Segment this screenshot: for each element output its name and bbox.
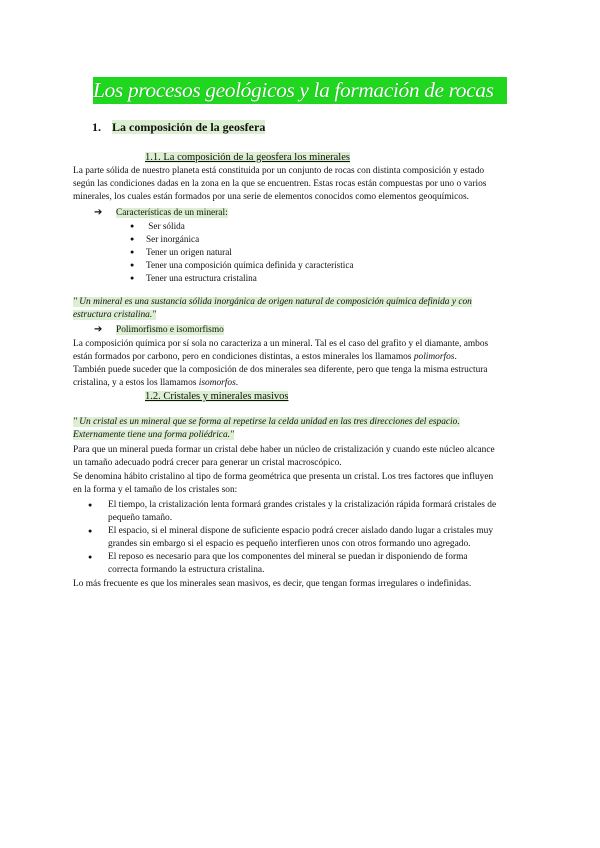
document-title: Los procesos geológicos y la formación de rocas (93, 77, 507, 104)
list-item: ● Ser sólida (130, 221, 185, 231)
bullet-icon: ● (88, 553, 93, 561)
bullet-icon: ● (130, 222, 135, 230)
section-number: 1. (92, 120, 101, 134)
list-item: ● Ser inorgánica (130, 234, 200, 244)
arrow-list-item (94, 206, 228, 220)
subsection-title: 1.2. Cristales y minerales masivos (145, 391, 289, 402)
subsection-heading (145, 391, 288, 402)
document-page: Los procesos geológicos y la formación de rocas 1. La composición de la geosfera 1.1. La composición de la geosfera los minerales La parte sólida de nuestro planeta está constituida por un conjunto de rocas con distinta composición y estado según las condiciones dadas en la zona en la que se encuentren. Estas rocas están compuestas por uno o varios minerales, los cuales están formados por una serie de elementos conocidos como elementos geoquímicos. ➔ Características de un mineral: ● Ser sólida ● Ser inorgánica ● Tener un origen natural ● Tener una composición química definida y característica ● Tener una estructura cristalina " Un mineral es una sustancia sólida inorgánica de origen natural de composición química definida y con estructura cristalina." ➔ Polimorfismo e isomorfismo La composición química por sí sola no caracteriza a un mineral. Tal es el caso del grafito y el diamante, ambos están formados por carbono, pero en condiciones distintas, a estos minerales los llamamos polimorfos. También puede suceder que la composición de dos minerales sea diferente, pero que tenga la misma estructura cristalina, y a estos los llamamos isomorfos. 1.2. Cristales y minerales masivos " Un cristal es un mineral que se forma al repetirse la celda unidad en las tres direcciones del espacio. Externamente tiene una forma poliédrica." Para que un mineral pueda formar un cristal debe haber un núcleo de cristalización y cuando este núcleo alcance un tamaño adecuado podrá crecer para generar un cristal macroscópico. Se denomina hábito cristalino al tipo de forma geométrica que presenta un cristal. Los tres factores que influyen en la forma y el tamaño de los cristales son: ● El tiempo, la cristalización lenta formará grandes cristales y la cristalización rápida formará cristales de pequeño tamaño. ● El espacio, si el mineral dispone de suficiente espacio podrá crecer aislado dando lugar a cristales muy grandes sin embargo si el espacio es pequeño interfieren unos con otros formando uno agregado. ● El reposo es necesario para que los componentes del mineral se puedan ir disponiendo de forma correcta formando la estructura cristalina. Lo más frecuente es que los minerales sean masivos, es decir, que tengan formas irregulares o indefinidas. (0, 0, 600, 848)
section-heading (92, 120, 265, 135)
bullet-icon: ● (130, 261, 135, 269)
list-item: ● Tener una estructura cristalina (130, 273, 257, 283)
section-title: La composición de la geosfera (112, 120, 266, 134)
list-heading: Características de un mineral: (116, 208, 228, 218)
paragraph-line: Se denomina hábito cristalino al tipo de forma geométrica que presenta un cristal. Los tres factores que influyen (73, 472, 494, 482)
bullet-icon: ● (88, 527, 93, 535)
paragraph-line: La composición química por sí sola no caracteriza a un mineral. Tal es el caso del grafito y el diamante, ambos (73, 339, 489, 349)
paragraph-line: Para que un mineral pueda formar un cristal debe haber un núcleo de cristalización y cuando este núcleo alcance (73, 445, 495, 455)
bullet-icon: ● (130, 235, 135, 243)
bullet-icon: ● (88, 501, 93, 509)
definition-quote: Externamente tiene una forma poliédrica." (73, 430, 234, 440)
bullet-icon: ● (130, 248, 135, 256)
list-item: ● Tener una composición química definida y característica (130, 260, 354, 270)
paragraph-line: Lo más frecuente es que los minerales sean masivos, es decir, que tengan formas irregulares o indefinidas. (73, 579, 472, 589)
subsection-heading (145, 152, 350, 163)
list-heading: Polimorfismo e isomorfismo (116, 325, 224, 335)
subsection-title: 1.1. La composición de la geosfera los minerales (145, 152, 350, 163)
paragraph-line: en la forma y el tamaño de los cristales son: (73, 485, 238, 495)
bullet-icon: ● (130, 274, 135, 282)
list-item: ● Tener un origen natural (130, 247, 232, 257)
definition-quote: " Un mineral es una sustancia sólida inorgánica de origen natural de composición química definida y con (73, 297, 472, 307)
arrow-list-item (94, 323, 224, 337)
arrow-icon: ➔ (94, 207, 103, 218)
paragraph-line: minerales, los cuales están formados por una serie de elementos conocidos como elementos geoquímicos. (73, 192, 469, 202)
paragraph-line: según las condiciones dadas en la zona en la que se encuentren. Estas rocas están compuestas por uno o varios (73, 179, 487, 189)
paragraph-line: un tamaño adecuado podrá crecer para generar un cristal macroscópico. (73, 458, 342, 468)
paragraph-line: También puede suceder que la composición de dos minerales sea diferente, pero que tenga la misma estructura (73, 365, 488, 375)
paragraph-line: están formados por carbono, pero en condiciones distintas, a estos minerales los llamamos polimorfos. (73, 352, 457, 362)
definition-quote: " Un cristal es un mineral que se forma al repetirse la celda unidad en las tres direcciones del espacio. (73, 417, 460, 427)
paragraph-line: cristalina, y a estos los llamamos isomorfos. (73, 378, 239, 388)
arrow-icon: ➔ (94, 324, 103, 335)
paragraph-line: La parte sólida de nuestro planeta está constituida por un conjunto de rocas con distinta composición y estado (73, 166, 485, 176)
definition-quote: estructura cristalina." (73, 310, 157, 320)
